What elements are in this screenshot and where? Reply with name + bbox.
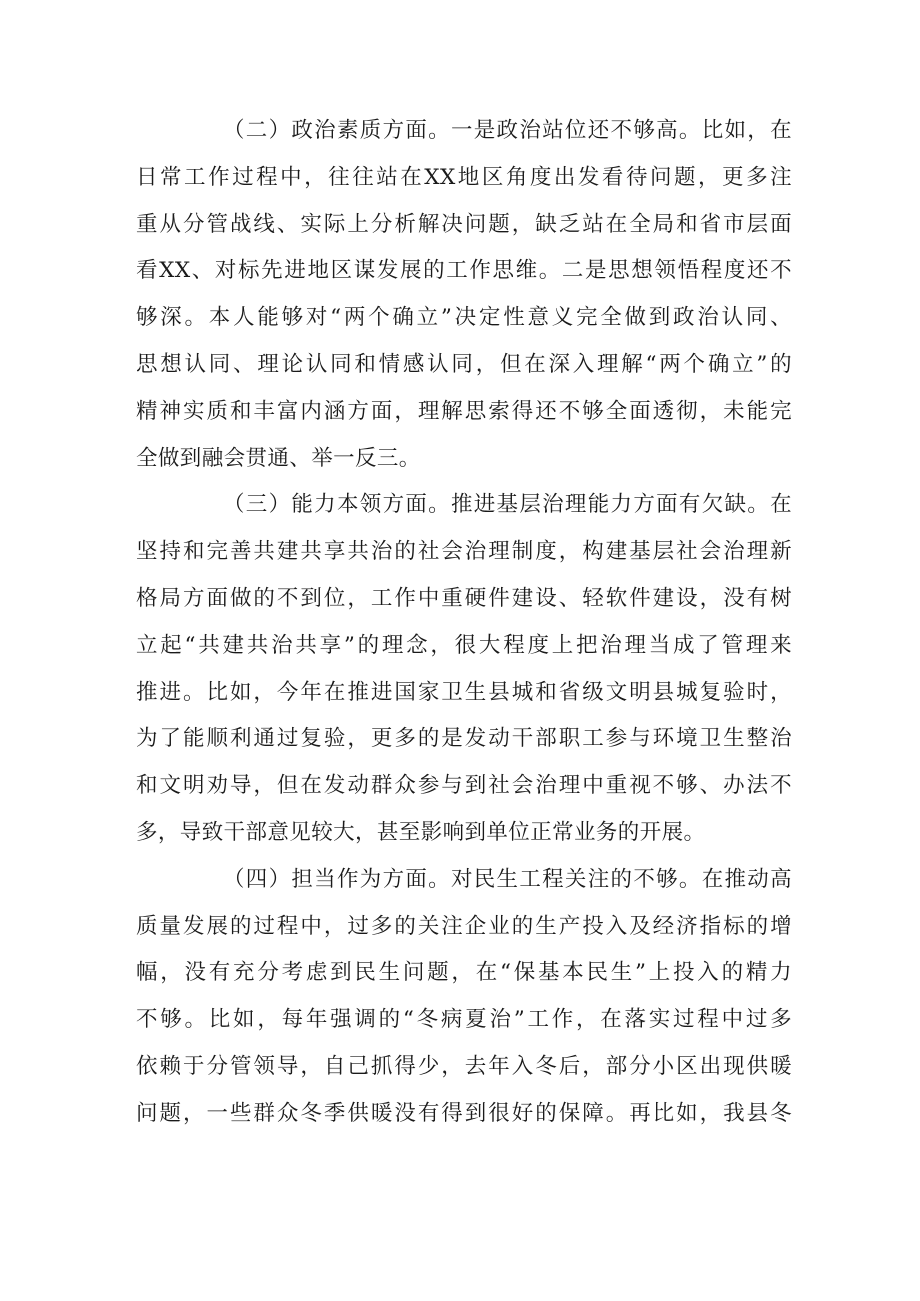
paragraph-line: 格局方面做的不到位，工作中重硬件建设、轻软件建设，没有树	[136, 585, 792, 611]
paragraph-line: 看XX、对标先进地区谋发展的工作思维。二是思想领悟程度还不	[136, 258, 792, 284]
paragraph-political-quality	[136, 108, 792, 482]
paragraph-line: 坚持和完善共建共享共治的社会治理制度，构建基层社会治理新	[136, 539, 792, 565]
paragraph-ability	[136, 482, 792, 856]
paragraph-line: 问题，一些群众冬季供暖没有得到很好的保障。再比如，我县冬	[136, 1100, 792, 1126]
paragraph-responsibility	[136, 857, 792, 1138]
paragraph-line: 够深。本人能够对“两个确立”决定性意义完全做到政治认同、	[136, 305, 792, 331]
paragraph-line: 不够。比如，每年强调的“冬病夏治”工作，在落实过程中过多	[136, 1007, 792, 1033]
paragraph-line: 日常工作过程中，往往站在XX地区角度出发看待问题，更多注	[136, 164, 792, 190]
paragraph-line: （二）政治素质方面。一是政治站位还不够高。比如，在	[223, 118, 792, 143]
paragraph-line: 为了能顺利通过复验，更多的是发动干部职工参与环境卫生整治	[136, 726, 792, 752]
paragraph-line: 幅，没有充分考虑到民生问题，在“保基本民生”上投入的精力	[136, 960, 792, 986]
paragraph-line: 重从分管战线、实际上分析解决问题，缺乏站在全局和省市层面	[136, 211, 792, 237]
paragraph-line: 质量发展的过程中，过多的关注企业的生产投入及经济指标的增	[136, 913, 792, 939]
paragraph-line: （三）能力本领方面。推进基层治理能力方面有欠缺。在	[223, 492, 792, 518]
paragraph-line: 思想认同、理论认同和情感认同，但在深入理解“两个确立”的	[136, 351, 792, 377]
paragraph-line: 全做到融会贯通、举一反三。	[136, 445, 421, 471]
paragraph-line: （四）担当作为方面。对民生工程关注的不够。在推动高	[223, 866, 792, 892]
paragraph-line: 精神实质和丰富内涵方面，理解思索得还不够全面透彻，未能完	[136, 398, 792, 424]
paragraph-line: 立起“共建共治共享”的理念，很大程度上把治理当成了管理来	[136, 632, 792, 658]
paragraph-line: 推进。比如，今年在推进国家卫生县城和省级文明县城复验时，	[136, 679, 792, 705]
document-body	[136, 108, 792, 1138]
paragraph-line: 和文明劝导，但在发动群众参与到社会治理中重视不够、办法不	[136, 773, 792, 799]
paragraph-line: 依赖于分管领导，自己抓得少，去年入冬后，部分小区出现供暖	[136, 1053, 792, 1079]
paragraph-line: 多，导致干部意见较大，甚至影响到单位正常业务的开展。	[136, 819, 706, 845]
